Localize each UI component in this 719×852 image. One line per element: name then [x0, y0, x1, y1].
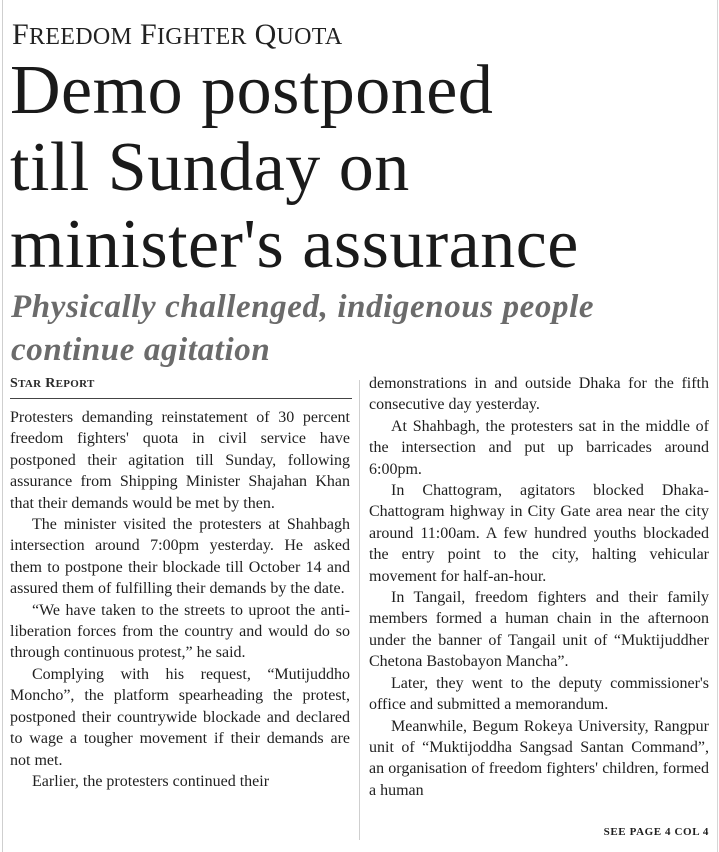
article-column-right [369, 373, 709, 801]
subheadline-line: continue agitation [11, 332, 271, 368]
byline [10, 376, 352, 399]
kicker-letter: Q [254, 18, 277, 51]
paragraph: In Tangail, freedom fighters and their family members formed a human chain in the afternoon under the banner of Tangail unit of “Muktijuddher Chetona Bastobayon Mancha”. [369, 589, 709, 671]
paragraph: Protesters demanding reinstatement of 30 percent freedom fighters' quota in civil service have postponed their agitation till Sunday, following assurance from Shipping Minister Shajahan Khan that their demands would be met by then. [10, 409, 350, 512]
paragraph: demonstrations in and outside Dhaka for the fifth consecutive day yesterday. [369, 375, 709, 414]
continuation-jump: SEE PAGE 4 COL 4 [603, 826, 709, 838]
subheadline-line: Physically challenged, indigenous people [11, 289, 595, 325]
column-divider [359, 380, 360, 840]
paragraph: At Shahbagh, the protesters sat in the middle of the intersection and put up barricades around 6:00pm. [369, 417, 709, 478]
kicker-word: REEDOM [29, 24, 133, 50]
byline-word: EPORT [55, 378, 95, 390]
headline-line: till Sunday on [10, 129, 410, 206]
paragraph: Later, they went to the deputy commissioner's office and submitted a memorandum. [369, 674, 709, 714]
kicker-word: UOTA [276, 24, 343, 50]
kicker-letter: F [139, 18, 157, 51]
paragraph: Complying with his request, “Mutijuddho Moncho”, the platform spearheading the protest, postponed their countrywide blockade and declared to wage a tougher movement if their demands are not met. [10, 665, 350, 769]
kicker-word: IGHTER [156, 24, 247, 50]
kicker-letter: F [12, 18, 29, 51]
byline-word: TAR [18, 378, 42, 390]
paragraph: “We have taken to the streets to uproot the anti-liberation forces from the country and would do so through continuous protest,” he said. [10, 601, 350, 662]
right-border [717, 0, 718, 852]
section-kicker [12, 18, 342, 52]
byline-letter: R [45, 376, 56, 391]
paragraph: Earlier, the protesters continued their [32, 772, 270, 790]
subheadline [11, 286, 711, 372]
headline-line: Demo postponed [10, 52, 494, 129]
paragraph: In Chattogram, agitators blocked Dhaka-Chattogram highway in City Gate area near the city around 11:00am. A few hundred youths blockaded the entry point to the city, halting vehicular movement for half-an-hour. [369, 482, 709, 585]
paragraph: The minister visited the protesters at Shahbagh intersection around 7:00pm yesterday. He asked them to postpone their blockade till October 14 and assured them of fulfilling their demands by the date. [10, 516, 350, 598]
headline-line: minister's assurance [10, 206, 579, 283]
headline [10, 52, 710, 283]
left-border [2, 0, 3, 852]
paragraph: Meanwhile, Begum Rokeya University, Rangpur unit of “Muktijoddha Sangsad Santan Command”, an organisation of freedom fighters' children, formed a human [369, 717, 709, 799]
byline-letter: S [10, 376, 19, 391]
article-column-left [10, 407, 350, 792]
